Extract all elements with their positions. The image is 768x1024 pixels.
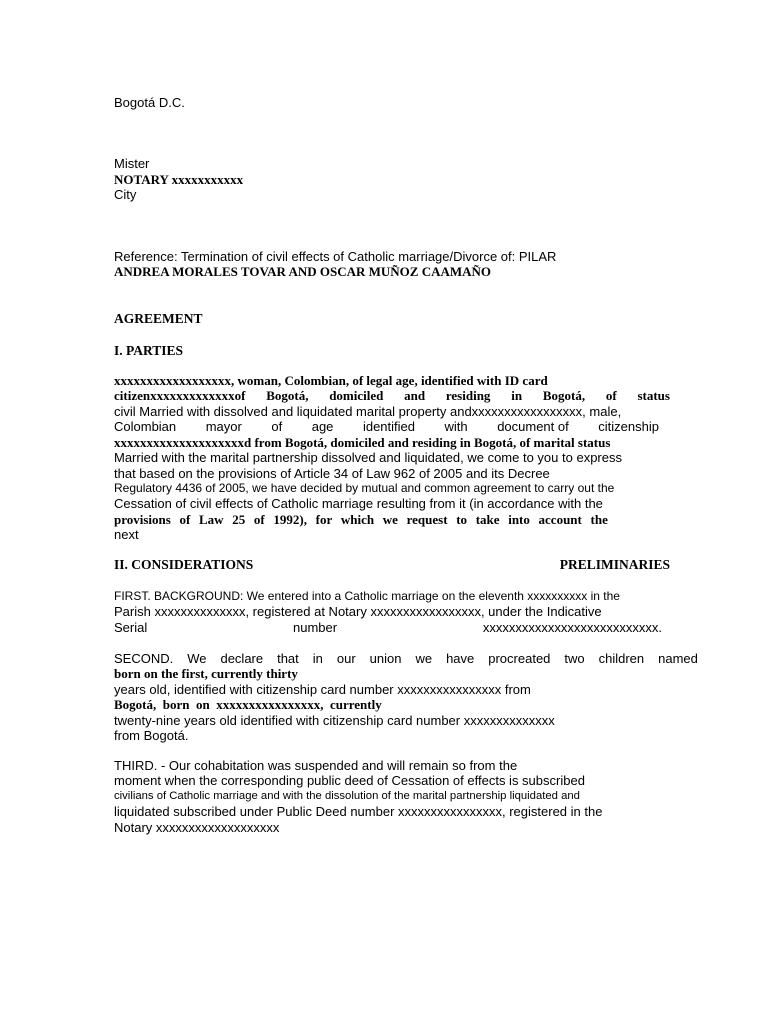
- considerations-heading-right: PRELIMINARIES: [559, 557, 670, 572]
- parties-line-9: Cessation of civil effects of Catholic marriage resulting from it (in accordance with the: [114, 496, 603, 511]
- salutation: Mister: [114, 156, 150, 171]
- word: children: [598, 651, 645, 666]
- third-line-1: THIRD. - Our cohabitation was suspended and will remain so from the: [114, 758, 518, 773]
- word: status: [637, 388, 670, 403]
- word: 25: [232, 512, 246, 527]
- parties-line-4: [114, 419, 659, 434]
- word: request: [406, 512, 448, 527]
- first-line-1: FIRST. BACKGROUND: We entered into a Catholic marriage on the eleventh xxxxxxxxxx in the: [114, 589, 620, 603]
- parties-line-5: xxxxxxxxxxxxxxxxxxxxd from Bogotá, domiciled and residing in Bogotá, of marital status: [114, 435, 611, 450]
- second-line-5: twenty-nine years old identified with citizenship card number xxxxxxxxxxxxxx: [114, 713, 555, 728]
- word: Law: [199, 512, 224, 527]
- third-line-4: liquidated subscribed under Public Deed number xxxxxxxxxxxxxxxx, registered in the: [114, 804, 603, 819]
- word: union: [369, 651, 402, 666]
- word: Bogotá,: [266, 388, 309, 403]
- word: Colombian: [114, 419, 177, 434]
- second-line-3: years old, identified with citizenship card number xxxxxxxxxxxxxxxx from: [114, 682, 531, 697]
- addressee: NOTARY xxxxxxxxxxx: [114, 172, 244, 187]
- word: and: [404, 388, 426, 403]
- reference-line-2: ANDREA MORALES TOVAR AND OSCAR MUÑOZ CAAMAÑO: [114, 264, 492, 279]
- first-line-3: [114, 620, 662, 635]
- word: We: [187, 651, 207, 666]
- parties-line-8: Regulatory 4436 of 2005, we have decided by mutual and common agreement to carry out the: [114, 481, 615, 495]
- word: of: [179, 512, 191, 527]
- place-line: Bogotá D.C.: [114, 95, 185, 110]
- parties-line-10: [114, 512, 608, 527]
- word: Bogotá,: [542, 388, 586, 403]
- second-line-6: from Bogotá.: [114, 728, 189, 743]
- word: account: [538, 512, 582, 527]
- word: that: [277, 651, 299, 666]
- second-line-1: [114, 651, 698, 666]
- word: for: [315, 512, 333, 527]
- reference-line-1: Reference: Termination of civil effects of Catholic marriage/Divorce of: PILAR: [114, 249, 557, 264]
- word: provisions: [114, 512, 171, 527]
- word: take: [475, 512, 500, 527]
- third-line-3: civilians of Catholic marriage and with the dissolution of the marital partnership liquidated and: [114, 790, 580, 802]
- parties-line-1: xxxxxxxxxxxxxxxxxx, woman, Colombian, of legal age, identified with ID card: [114, 373, 548, 388]
- word: into: [508, 512, 530, 527]
- word: SECOND.: [114, 651, 174, 666]
- word: identified: [362, 419, 415, 434]
- first-line-2: Parish xxxxxxxxxxxxxx, registered at Notary xxxxxxxxxxxxxxxxx, under the Indicative: [114, 604, 602, 619]
- word: procreated: [488, 651, 551, 666]
- word: residing: [445, 388, 491, 403]
- word: mayor: [205, 419, 242, 434]
- parties-heading: I. PARTIES: [114, 343, 184, 358]
- word: of: [271, 419, 283, 434]
- word: age: [311, 419, 334, 434]
- word: with: [444, 419, 468, 434]
- word: of: [253, 512, 265, 527]
- word: have: [446, 651, 475, 666]
- third-line-2: moment when the corresponding public deed of Cessation of effects is subscribed: [114, 773, 585, 788]
- word: document of: [497, 419, 569, 434]
- parties-line-2: [114, 388, 670, 403]
- word: our: [336, 651, 356, 666]
- word: 1992),: [273, 512, 307, 527]
- word: the: [590, 512, 608, 527]
- word: in: [312, 651, 323, 666]
- word: xxxxxxxxxxxxxxxxxxxxxxxxxxx.: [482, 620, 662, 635]
- word: to: [456, 512, 468, 527]
- considerations-heading: [114, 557, 670, 572]
- word: Serial: [114, 620, 148, 635]
- second-line-4: Bogotá, born on xxxxxxxxxxxxxxxx, currently: [114, 697, 382, 712]
- agreement-title: AGREEMENT: [114, 311, 203, 326]
- city-line: City: [114, 187, 137, 202]
- word: two: [564, 651, 585, 666]
- word: number: [293, 620, 338, 635]
- parties-line-3: civil Married with dissolved and liquidated marital property andxxxxxxxxxxxxxxxxx, male,: [114, 404, 622, 419]
- word: named: [658, 651, 698, 666]
- parties-line-11: next: [114, 527, 139, 542]
- word: citizenship: [598, 419, 659, 434]
- third-line-5: Notary xxxxxxxxxxxxxxxxxxx: [114, 820, 280, 835]
- word: declare: [220, 651, 264, 666]
- word: which: [340, 512, 375, 527]
- second-line-2: born on the first, currently thirty: [114, 666, 298, 681]
- word: we: [382, 512, 398, 527]
- parties-line-7: that based on the provisions of Article 34 of Law 962 of 2005 and its Decree: [114, 466, 550, 481]
- word: we: [415, 651, 433, 666]
- considerations-heading-left: II. CONSIDERATIONS: [114, 557, 254, 572]
- word: in: [511, 388, 523, 403]
- parties-line-6: Married with the marital partnership dissolved and liquidated, we come to you to express: [114, 450, 622, 465]
- word: domiciled: [329, 388, 384, 403]
- word: of: [605, 388, 617, 403]
- word: citizenxxxxxxxxxxxxxof: [114, 388, 246, 403]
